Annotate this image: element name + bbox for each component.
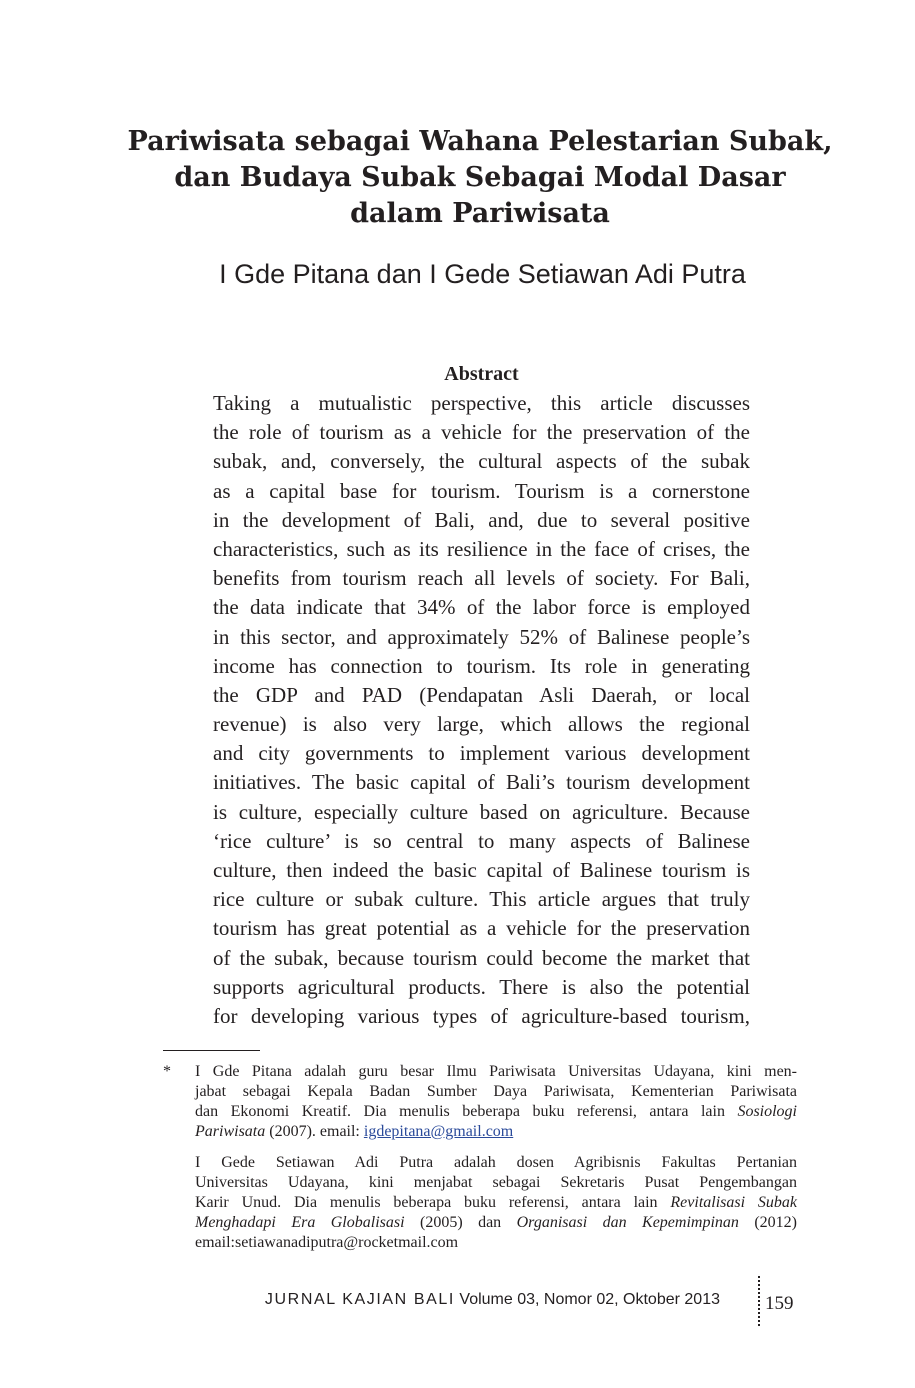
- footnote-line: jabat sebagai Kepala Badan Sumber Daya Pariwisata, Kementerian Pariwisata: [195, 1083, 797, 1100]
- footnote-line: [195, 1213, 797, 1233]
- book-title: Revitalisasi Subak: [670, 1194, 798, 1211]
- page-number: 159: [765, 1293, 794, 1314]
- book-title: Pariwisata: [195, 1123, 266, 1140]
- abstract-line: in this sector, and approximately 52% of Balinese people’s: [213, 624, 750, 649]
- email-link[interactable]: igdepitana@gmail.com: [363, 1123, 514, 1140]
- abstract-line: culture, then indeed the basic capital of Balinese tourism is: [213, 858, 750, 882]
- article-title: [120, 124, 840, 232]
- article-title-line-1: Pariwisata sebagai Wahana Pelestarian Subak,: [127, 126, 833, 157]
- abstract-line: in the development of Bali, and, due to several positive: [213, 507, 750, 532]
- journal-name: JURNAL KAJIAN BALI: [264, 1291, 455, 1308]
- abstract-line: tourism has great potential as a vehicle for the preservation: [213, 916, 750, 941]
- footnote-line: I Gde Pitana adalah guru besar Ilmu Pariwisata Universitas Udayana, kini men-: [195, 1063, 797, 1080]
- abstract-line: as a capital base for tourism. Tourism is a cornerstone: [213, 478, 750, 503]
- book-title: Sosiologi: [737, 1103, 797, 1120]
- footer-dotted-rule: [758, 1276, 760, 1326]
- abstract-line: Taking a mutualistic perspective, this article discusses: [213, 391, 750, 415]
- abstract-line: characteristics, such as its resilience in the face of crises, the: [213, 536, 750, 561]
- footnote-line: I Gede Setiawan Adi Putra adalah dosen Agribisnis Fakultas Pertanian: [195, 1154, 797, 1171]
- footnote-text: (2012): [738, 1214, 797, 1231]
- footnote-line: [195, 1122, 797, 1142]
- footnote-author-2: [163, 1153, 797, 1253]
- footnote-author-1: [163, 1062, 797, 1142]
- abstract-line: subak, and, conversely, the cultural aspects of the subak: [213, 449, 750, 474]
- article-title-line-3: dalam Pariwisata: [350, 198, 610, 229]
- footnote-line: Universitas Udayana, kini menjabat sebagai Sekretaris Pusat Pengembangan: [195, 1174, 797, 1191]
- abstract-line: for developing various types of agriculture-based tourism,: [213, 1003, 750, 1028]
- footnote-line: [195, 1102, 797, 1122]
- abstract-body: [213, 389, 750, 1031]
- footnote-marker: *: [163, 1063, 171, 1080]
- book-title: Menghadapi Era Globalisasi: [195, 1214, 405, 1231]
- abstract-line: the data indicate that 34% of the labor force is employed: [213, 595, 750, 620]
- abstract-line: rice culture or subak culture. This article argues that truly: [213, 887, 750, 912]
- abstract-line: benefits from tourism reach all levels of society. For Bali,: [213, 566, 750, 591]
- footnote-text: Karir Unud. Dia menulis beberapa buku referensi, antara lain: [195, 1194, 671, 1211]
- abstract-line: revenue) is also very large, which allows the regional: [213, 712, 750, 737]
- abstract-line: and city governments to implement various development: [213, 741, 750, 766]
- abstract-line: of the subak, because tourism could become the market that: [213, 945, 750, 970]
- footnote-text: dan Ekonomi Kreatif. Dia menulis beberapa buku referensi, antara lain: [195, 1103, 738, 1120]
- book-title: Organisasi dan Kepemimpinan: [516, 1214, 739, 1231]
- abstract-line: the GDP and PAD (Pendapatan Asli Daerah, or local: [213, 682, 750, 707]
- abstract-line: the role of tourism as a vehicle for the preservation of the: [213, 420, 750, 445]
- article-title-line-2: dan Budaya Subak Sebagai Modal Dasar: [174, 162, 786, 193]
- abstract-line: initiatives. The basic capital of Bali’s tourism development: [213, 770, 750, 795]
- abstract-line: income has connection to tourism. Its role in generating: [213, 653, 750, 678]
- abstract-line: ‘rice culture’ is so central to many aspects of Balinese: [213, 828, 750, 853]
- footnote-email: email:setiawanadiputra@rocketmail.com: [195, 1234, 459, 1251]
- abstract-line: supports agricultural products. There is also the potential: [213, 974, 750, 999]
- issue-info: Volume 03, Nomor 02, Oktober 2013: [454, 1291, 720, 1308]
- footnote-text: (2007). email:: [265, 1123, 364, 1140]
- abstract-heading: Abstract: [444, 363, 519, 385]
- footnote-text: (2005) dan: [404, 1214, 517, 1231]
- abstract-line: is culture, especially culture based on agriculture. Because: [213, 799, 750, 824]
- footnote-line: [195, 1193, 797, 1213]
- footnote-divider: [163, 1050, 260, 1051]
- running-footer: [265, 1290, 720, 1310]
- author-names: I Gde Pitana dan I Gede Setiawan Adi Putra: [219, 259, 746, 289]
